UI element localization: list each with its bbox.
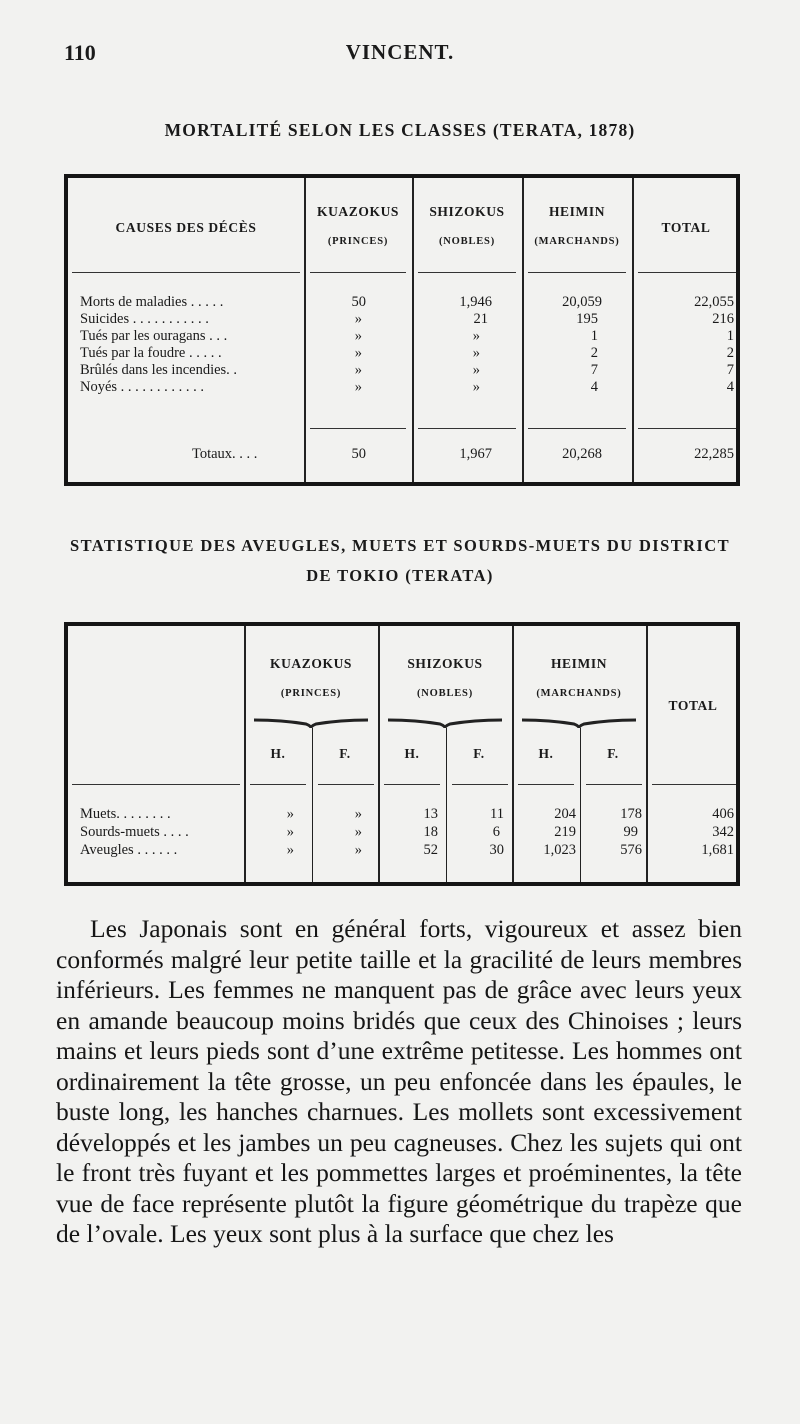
header-shizokus: SHIZOKUS [407,656,483,671]
header-rule [384,784,440,785]
header-brace [254,716,368,730]
table-cell: 22,055 [694,294,734,310]
header-rule [318,784,374,785]
mortality-table [64,174,740,486]
table-cell: » [286,806,294,822]
table-cell: 1,946 [459,294,492,310]
totals-rule [638,428,736,429]
header-brace [388,716,502,730]
header-total: TOTAL [668,698,718,713]
header-f: F. [607,746,619,761]
table-cell: 7 [726,362,734,378]
header-kuazokus: KUAZOKUS [316,204,400,219]
header-kuazokus: KUAZOKUS [269,656,353,671]
table-cell: » [354,806,362,822]
table-cell: 20,059 [562,294,602,310]
page-header [64,40,736,70]
table-row-label: Tués par les ouragans . . . [80,328,228,344]
totals-rule [418,428,516,429]
totals-cell: 22,285 [694,446,734,462]
body-paragraph: Les Japonais sont en général forts, vigoureux et assez bien conformés malgré leur petite taille et la gracilité de leurs membres inférieurs. Les femmes ne manquent pas de grâce avec leurs yeux en amande beaucoup moins bridés que ceux des Chinoises ; leurs mains et leurs pieds sont d’une extrême petitesse. Les hommes ont ordinairement la tête grosse, un peu enfoncée dans les épaules, le buste long, les hanches charnues. Les mollets sont excessivement développés et les jambes un peu cagneuses. Chez les sujets qui ont le front très fuyant et les pommettes larges et proéminentes, la tête vue de face représente plutôt la figure géométrique du trapèze que de l’ovale. Les yeux sont plus à la surface que chez les [56,914,742,1248]
table-cell: » [354,362,362,378]
table-cell: 2 [590,345,598,361]
table2-title-line1: STATISTIQUE DES AVEUGLES, MUETS ET SOURDS-MUETS DU DISTRICT [70,536,730,555]
table-cell: 18 [423,824,438,840]
table-cell: 30 [489,842,504,858]
header-heimin: HEIMIN [550,656,608,671]
table-cell: 195 [576,311,598,327]
table-cell: 52 [423,842,438,858]
table-cell: » [354,842,362,858]
totals-cell: 1,967 [459,446,492,462]
header-shizokus-sub: (NOBLES) [417,688,473,699]
table-cell: » [472,362,480,378]
table-cell: » [354,345,362,361]
header-brace [522,716,636,730]
header-rule [638,272,736,273]
table1-title: MORTALITÉ SELON LES CLASSES (TERATA, 1878) [164,120,636,140]
table-cell: 13 [423,806,438,822]
table-cell: » [472,379,480,395]
totals-cell: 20,268 [562,446,602,462]
table-cell: 178 [620,806,642,822]
header-rule [72,272,300,273]
header-h: H. [270,746,286,761]
header-causes: CAUSES DES DÉCÈS [115,220,257,235]
table-row-label: Suicides . . . . . . . . . . . [80,311,209,327]
totals-rule [528,428,626,429]
table-cell: » [472,328,480,344]
header-rule [310,272,406,273]
table-row-label: Morts de maladies . . . . . [80,294,224,310]
running-head: VINCENT. [345,40,455,64]
table-row-label: Muets. . . . . . . . [80,806,171,822]
header-rule [418,272,516,273]
page-number: 110 [64,40,96,65]
table-row-label: Aveugles . . . . . . [80,842,178,858]
table-cell: » [286,842,294,858]
header-kuazokus-sub: (PRINCES) [327,236,389,247]
table-cell: 4 [726,379,734,395]
header-heimin-sub: (MARCHANDS) [536,688,622,699]
table-cell: 406 [712,806,734,822]
table-cell: 1,023 [543,842,576,858]
header-h: H. [404,746,420,761]
totals-cell: 50 [351,446,366,462]
table-cell: 50 [351,294,366,310]
header-h: H. [538,746,554,761]
header-f: F. [473,746,485,761]
table-cell: 219 [554,824,576,840]
table-cell: 4 [590,379,598,395]
table-row-label: Tués par la foudre . . . . . [80,345,222,361]
body-paragraph-block [56,914,742,1250]
table2-title-line2: DE TOKIO (TERATA) [306,566,494,585]
header-rule [652,784,736,785]
table-cell: 11 [490,806,504,822]
table-cell: 7 [590,362,598,378]
header-rule [518,784,574,785]
column-divider [646,626,648,882]
header-shizokus: SHIZOKUS [429,204,505,219]
totals-rule [310,428,406,429]
table-cell: » [354,824,362,840]
table-cell: » [354,328,362,344]
table-cell: » [286,824,294,840]
table-row-label: Noyés . . . . . . . . . . . . [80,379,205,395]
table-cell: 6 [492,824,500,840]
header-kuazokus-sub: (PRINCES) [280,688,342,699]
table-cell: 576 [620,842,642,858]
header-total: TOTAL [661,220,711,235]
totals-label: Totaux. . . . [192,446,258,462]
table-cell: 342 [712,824,734,840]
disabilities-table [64,622,740,886]
table-cell: 204 [554,806,576,822]
table-cell: » [472,345,480,361]
table-cell: 99 [623,824,638,840]
header-rule [452,784,508,785]
table-cell: 21 [473,311,488,327]
header-rule [586,784,642,785]
table-cell: 216 [712,311,734,327]
table-cell: 1 [590,328,598,344]
table-cell: » [354,311,362,327]
header-rule [250,784,306,785]
header-rule [528,272,626,273]
table-cell: 1,681 [701,842,734,858]
table-row-label: Brûlés dans les incendies. . [80,362,238,378]
table-cell: 1 [726,328,734,344]
header-rule [72,784,240,785]
header-shizokus-sub: (NOBLES) [439,236,495,247]
header-heimin-sub: (MARCHANDS) [534,236,620,247]
table-cell: 2 [726,345,734,361]
header-f: F. [339,746,351,761]
table-row-label: Sourds-muets . . . . [80,824,189,840]
table-cell: » [354,379,362,395]
header-heimin: HEIMIN [548,204,606,219]
